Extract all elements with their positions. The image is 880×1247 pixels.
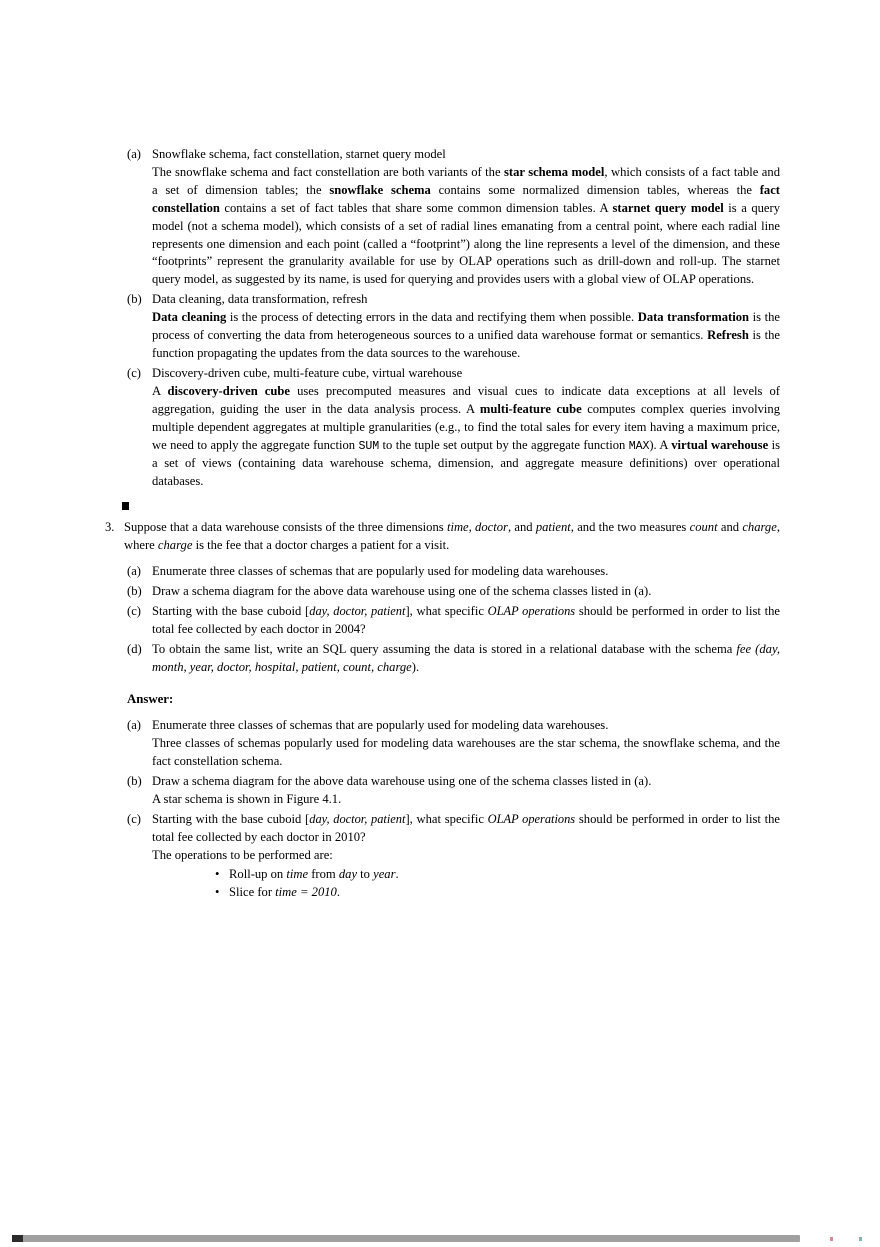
item-heading: Data cleaning, data transformation, refresh — [152, 292, 368, 307]
q3-stem-run-3: patient — [535, 520, 571, 535]
question3-number: 3. — [105, 520, 115, 535]
body-run-1: is the process of detecting errors in the data and rectifying them when possible. — [226, 310, 638, 325]
bullet0-run-5: year — [373, 866, 396, 881]
item-label: (b) — [127, 583, 142, 598]
part-run-1: day, doctor, patient — [309, 603, 406, 618]
bullet1-run-0: Slice for — [229, 885, 276, 900]
body-run-4: computes complex queries involving multiple dependent aggregates at multiple granularities (e.g., to find the total sales for every item having a maximum price, we need to apply the aggregate function — [152, 401, 780, 452]
item-label: (a) — [127, 718, 141, 733]
item-label: (a) — [127, 564, 141, 579]
page-content — [105, 146, 780, 904]
bullet-dot-icon: • — [215, 866, 220, 881]
answer-part-response — [152, 735, 780, 771]
item-label: (b) — [127, 292, 142, 307]
body-run-3: snowflake schema — [329, 182, 431, 197]
body-run-0: Data cleaning — [152, 310, 227, 325]
bullet0-run-3: day — [338, 866, 358, 881]
spacer — [105, 709, 780, 717]
part-run-0: Enumerate three classes of schemas that are popularly used for modeling data warehouses. — [152, 564, 609, 579]
item-body — [152, 309, 780, 363]
item-heading: Snowflake schema, fact constellation, starnet query model — [152, 147, 446, 161]
item-label: (d) — [127, 641, 142, 656]
question2-item-b — [105, 291, 780, 363]
question3-part-d — [105, 641, 780, 677]
spacer — [105, 555, 780, 563]
body-run-6: contains a set of fact tables that share some common dimension tables. A — [219, 200, 613, 215]
bullet0-run-0: Roll-up on — [229, 866, 287, 881]
part-run-3: OLAP operations — [487, 603, 576, 618]
qed-square-icon — [122, 502, 129, 510]
item-label: (c) — [127, 603, 141, 618]
answer-parts-list — [105, 717, 780, 901]
answer-part-c — [105, 811, 780, 902]
item-body — [152, 383, 780, 491]
bullet0-run-4: to — [357, 866, 374, 881]
answer-bullet-item — [152, 865, 780, 884]
part-run-2: ], what specific — [405, 603, 488, 618]
question3-parts-list — [105, 563, 780, 676]
question2-item-c — [105, 365, 780, 491]
q3-stem-run-5: count — [689, 520, 718, 535]
bullet1-run-1: time = 2010 — [275, 885, 337, 900]
aq-run-2: ], what specific — [405, 811, 488, 826]
horizontal-scrollbar-track[interactable] — [0, 1232, 880, 1247]
question3-part-b — [105, 583, 780, 601]
end-of-answer-marker-row — [105, 493, 780, 519]
body-run-3: is the process of converting the data from heterogeneous sources to a unified data warehouse format or semantics. — [152, 310, 780, 343]
answer-part-response — [152, 847, 780, 865]
part-run-4: ). — [411, 659, 420, 674]
part-run-0: Starting with the base cuboid [ — [152, 603, 310, 618]
aq-run-1: day, doctor, patient — [309, 811, 406, 826]
body-run-5: SUM — [358, 439, 380, 453]
body-run-2: Data transformation — [637, 310, 750, 325]
body-run-8: is a query model (not a schema model), which consists of a set of radial lines emanating from a central point, where each radial line represents one dimension and each point (called a “footprint”) along the line represents a level of the dimension, and these “footprints” represent the granularity available for use by OLAP operations such as drill-down and roll-up. The starnet query model, as suggested by its name, is used for querying and provides users with a global view of OLAP operations. — [152, 200, 780, 287]
answer-bullet-item — [152, 883, 780, 902]
body-run-8: ). A — [649, 437, 672, 452]
body-run-10: is a set of views (containing data warehouse schema, dimension, and aggregate measure definitions) over operational databases. — [152, 437, 781, 489]
answer-heading: Answer: — [127, 692, 174, 707]
body-run-2: , which consists of a fact table and a set of dimension tables; the — [152, 164, 780, 197]
item-label: (c) — [127, 365, 141, 380]
bullet0-run-6: . — [395, 866, 399, 881]
answer-part-b — [105, 773, 780, 809]
status-dot-left-icon — [830, 1237, 833, 1241]
part-run-4: should be performed in order to list the total fee collected by each doctor in 2004? — [152, 603, 780, 636]
question2-sublist — [105, 146, 780, 491]
question3-part-c — [105, 603, 780, 639]
answer-part-question — [152, 773, 780, 791]
body-run-6: to the tuple set output by the aggregate function — [379, 437, 629, 452]
q3-stem-run-2: , and — [507, 520, 536, 535]
aq-run-0: Enumerate three classes of schemas that are popularly used for modeling data warehouses. — [152, 718, 609, 733]
q3-stem-run-9: charge — [157, 538, 193, 553]
q3-stem-run-7: charge — [742, 520, 777, 535]
item-heading: Discovery-driven cube, multi-feature cube, virtual warehouse — [152, 365, 463, 380]
bullet-dot-icon: • — [215, 885, 220, 900]
part-run-0: Draw a schema diagram for the above data warehouse using one of the schema classes listed in (a). — [152, 583, 652, 598]
body-run-7: starnet query model — [612, 200, 724, 215]
bullet0-run-2: from — [308, 866, 339, 881]
body-run-5: fact constellation — [152, 182, 780, 215]
part-run-3: day, month, year, doctor, hospital, patient, count, charge — [152, 641, 781, 674]
aq-run-0: Draw a schema diagram for the above data warehouse using one of the schema classes listed in (a). — [152, 774, 652, 789]
bullet1-run-2: . — [336, 885, 340, 900]
answer-part-question — [152, 811, 780, 847]
body-run-2: uses precomputed measures and visual cues to indicate data exceptions at all levels of aggregation, guiding the user in the data analysis process. A — [152, 383, 780, 416]
part-run-1: fee — [736, 641, 752, 656]
question3-part-a — [105, 563, 780, 581]
q3-stem-run-4: , and the two measures — [570, 520, 690, 535]
q3-stem-run-1: time, doctor — [446, 520, 508, 535]
part-run-0: To obtain the same list, write an SQL query assuming the data is stored in a relational database with the schema — [152, 641, 737, 656]
part-text — [152, 603, 780, 639]
q3-stem-run-6: and — [717, 520, 743, 535]
question3-stem — [124, 519, 780, 555]
aq-run-0: Starting with the base cuboid [ — [152, 811, 310, 826]
horizontal-scrollbar-thumb[interactable] — [12, 1235, 800, 1242]
body-run-5: is the function propagating the updates from the data sources to the warehouse. — [152, 328, 780, 360]
q3-stem-run-10: is the fee that a doctor charges a patient for a visit. — [192, 538, 450, 553]
aq-run-4: should be performed in order to list the total fee collected by each doctor in 2010? — [152, 811, 780, 844]
body-run-4: contains some normalized dimension tables, whereas the — [430, 182, 760, 197]
body-run-7: MAX — [628, 439, 650, 453]
ar-run-0: The operations to be performed are: — [152, 847, 333, 862]
part-text — [152, 563, 780, 581]
question3-block — [105, 519, 780, 555]
body-run-1: discovery-driven cube — [167, 383, 290, 398]
body-run-9: virtual warehouse — [671, 437, 769, 452]
q3-stem-run-0: Suppose that a data warehouse consists of the three dimensions — [124, 520, 447, 535]
answer-bullet-list — [152, 865, 780, 902]
status-dot-right-icon — [859, 1237, 862, 1241]
body-run-1: star schema model — [503, 164, 605, 179]
aq-run-3: OLAP operations — [487, 811, 576, 826]
ar-run-0: A star schema is shown in Figure 4.1. — [152, 792, 342, 806]
body-run-0: A — [152, 383, 168, 398]
q3-stem-run-8: , where — [124, 520, 780, 553]
answer-part-response — [152, 791, 780, 809]
question2-item-a — [105, 146, 780, 289]
item-label: (b) — [127, 774, 142, 789]
bullet0-run-1: time — [286, 866, 309, 881]
answer-part-question — [152, 717, 780, 735]
item-label: (a) — [127, 147, 141, 161]
body-run-4: Refresh — [707, 328, 749, 343]
body-run-0: The snowflake schema and fact constellation are both variants of the — [152, 164, 504, 179]
spacer — [105, 678, 780, 691]
ar-run-0: Three classes of schemas popularly used for modeling data warehouses are the star schema, the snowflake schema, and the fact constellation schema. — [152, 736, 780, 769]
part-text — [152, 641, 780, 677]
part-run-2: ( — [751, 641, 760, 656]
answer-part-a — [105, 717, 780, 771]
item-body — [152, 164, 780, 289]
body-run-3: multi-feature cube — [479, 401, 582, 416]
item-label: (c) — [127, 811, 141, 826]
part-text — [152, 583, 780, 601]
